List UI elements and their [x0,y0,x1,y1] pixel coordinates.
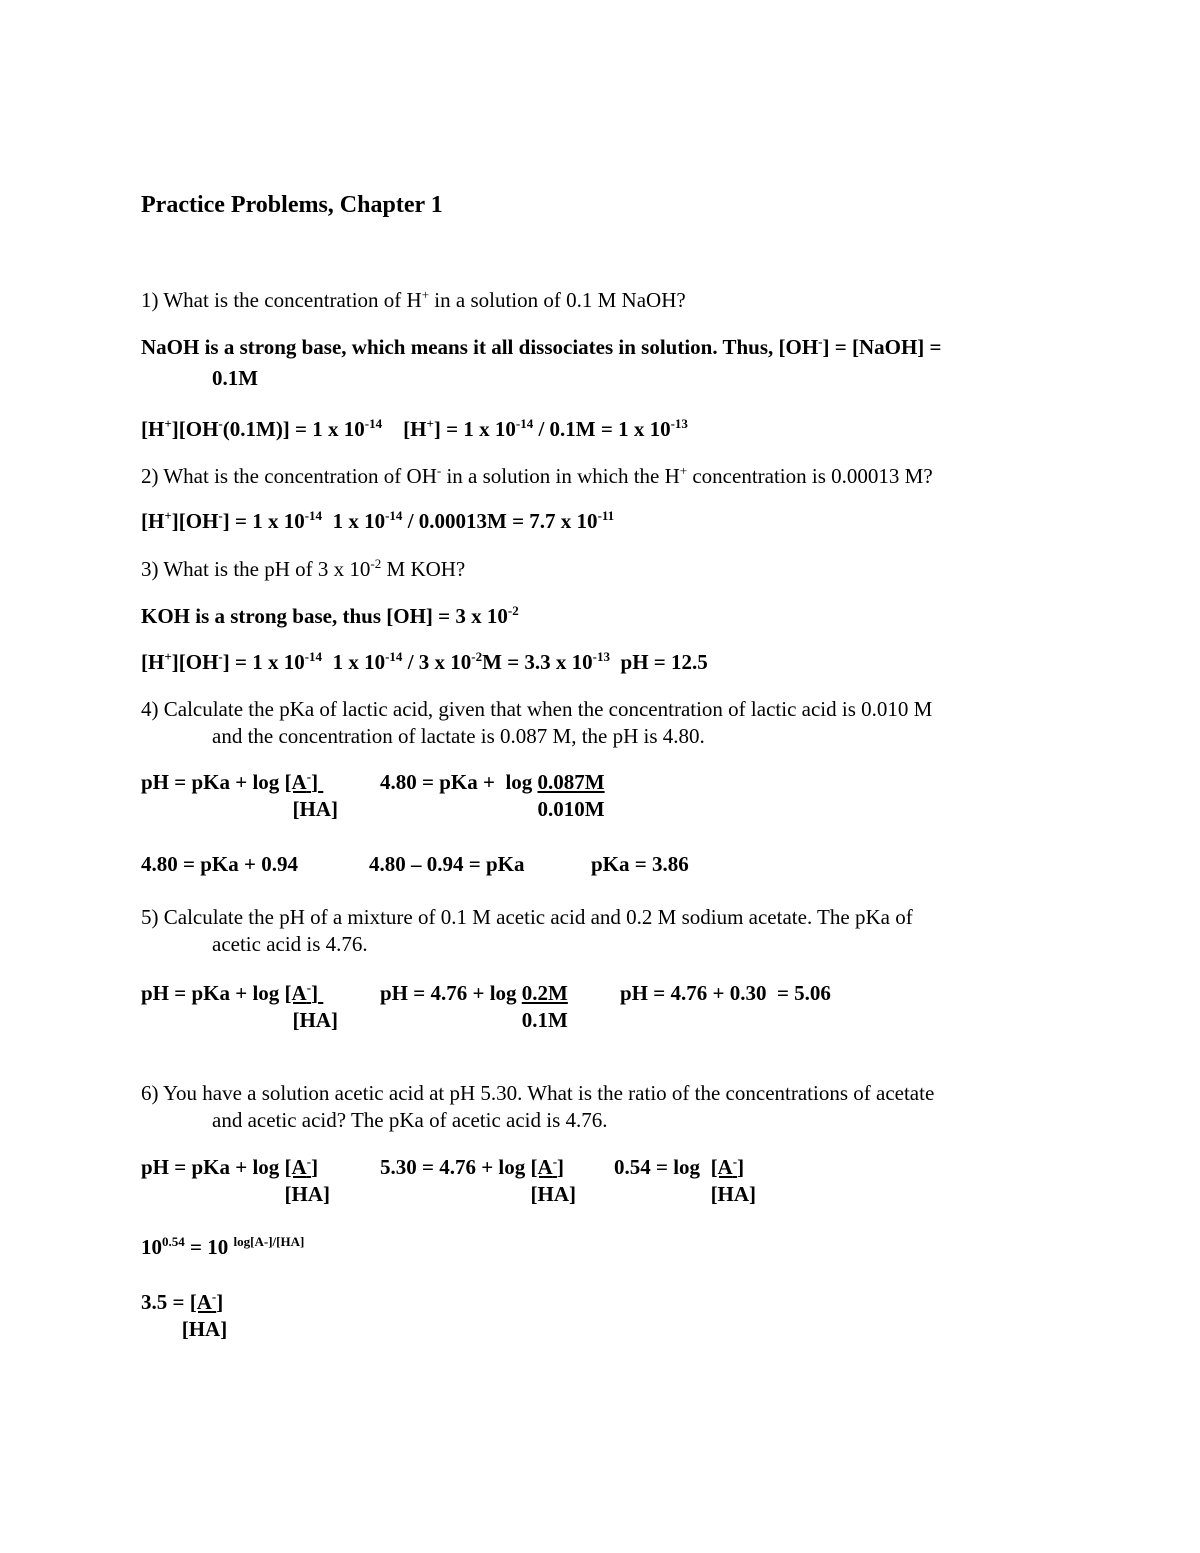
answer-2-calculation: [H+][OH-] = 1 x $10^{-14}$ 1 x $10^{-14} / 0.00013M = 7.7$ x $10^{-11}$ [141,507,615,533]
q4-equation-substituted: 4.80 = pKa + $\log \frac{0.087M}{0.010M}$ [380,770,605,821]
q5-result: pH = 4.76 + 0.30 = 5.06 [620,981,831,1005]
question-4-line-1: 4) Calculate the pKa of lactic acid, given that when the concentration of lactic acid is 0.010 M [141,697,933,721]
q4-result-1: 4.80 = pKa + 0.94 [141,852,298,876]
q6-equation-substituted: $5.30 = 4.76 + \log \frac{[A^-]}{[HA]}$ [380,1153,577,1206]
q6-equation-henderson: pH = pKa + $\log \frac{[A^-]}{[HA]}$ [141,1153,331,1206]
answer-3-statement: KOH is a strong base, thus [OH] = 3 x $10^{-2}$ [141,602,519,628]
question-6-line-1: 6) You have a solution acetic acid at pH 5.30. What is the ratio of the concentrations of acetate [141,1081,935,1105]
q6-ratio-result: $3.5 = \frac{[A^-]}{[HA]}$ [141,1288,228,1341]
q6-power-equation: $10^{0.54} = 10$ $^{log[A-]/[HA]}$ [141,1233,305,1259]
q5-equation-substituted: pH = $4.76 + \log \frac{0.2M}{0.1M}$ [380,981,568,1032]
answer-1-calculation: [H+][OH-(0.1M)] = 1 x $10^{-14}$ [H+] = 1 x $10^{-14} / 0.1M = 1$ x $10^{-13}$ [141,415,688,441]
q4-equation-henderson: pH = pKa + $\log \frac{[A^-]}{[HA]}$ [141,768,339,821]
question-5-line-1: 5) Calculate the pH of a mixture of 0.1 M acetic acid and 0.2 M sodium acetate. The pKa of [141,905,913,929]
answer-1-line-2: 0.1M [212,366,259,390]
q5-equation-henderson: pH = pKa + $\log \frac{[A^-]}{[HA]}$ [141,979,339,1032]
question-1: 1) What is the concentration of H+ in a solution of 0.1 M NaOH? [141,286,686,312]
answer-1-line-1: NaOH is a strong base, which means it all dissociates in solution. Thus, [OH-] = [NaOH] = [141,333,942,359]
q6-equation-simplified: $0.54 = \log \frac{[A^-]}{[HA]}$ [614,1153,757,1206]
question-4-line-2: and the concentration of lactate is 0.087 M, the pH is 4.80. [212,724,705,748]
q4-result-3: pKa = 3.86 [591,852,689,876]
question-5-line-2: acetic acid is 4.76. [212,932,368,956]
answer-3-calculation: [H+][OH-] = 1 x $10^{-14}$ 1 x $10^{-14} / 3$ x $10^{-2}M = 3.3$ x $10^{-13}$ pH = 12.5 [141,648,708,674]
question-6-line-2: and acetic acid? The pKa of acetic acid is 4.76. [212,1108,608,1132]
question-3: 3) What is the pH of 3 x $10^{-2}$ M KOH? [141,555,466,581]
question-2: 2) What is the concentration of OH- in a solution in which the H+ concentration is 0.00013 M? [141,462,933,488]
page-title: Practice Problems, Chapter 1 [141,192,443,218]
q4-result-2: 4.80 – 0.94 = pKa [369,852,525,876]
